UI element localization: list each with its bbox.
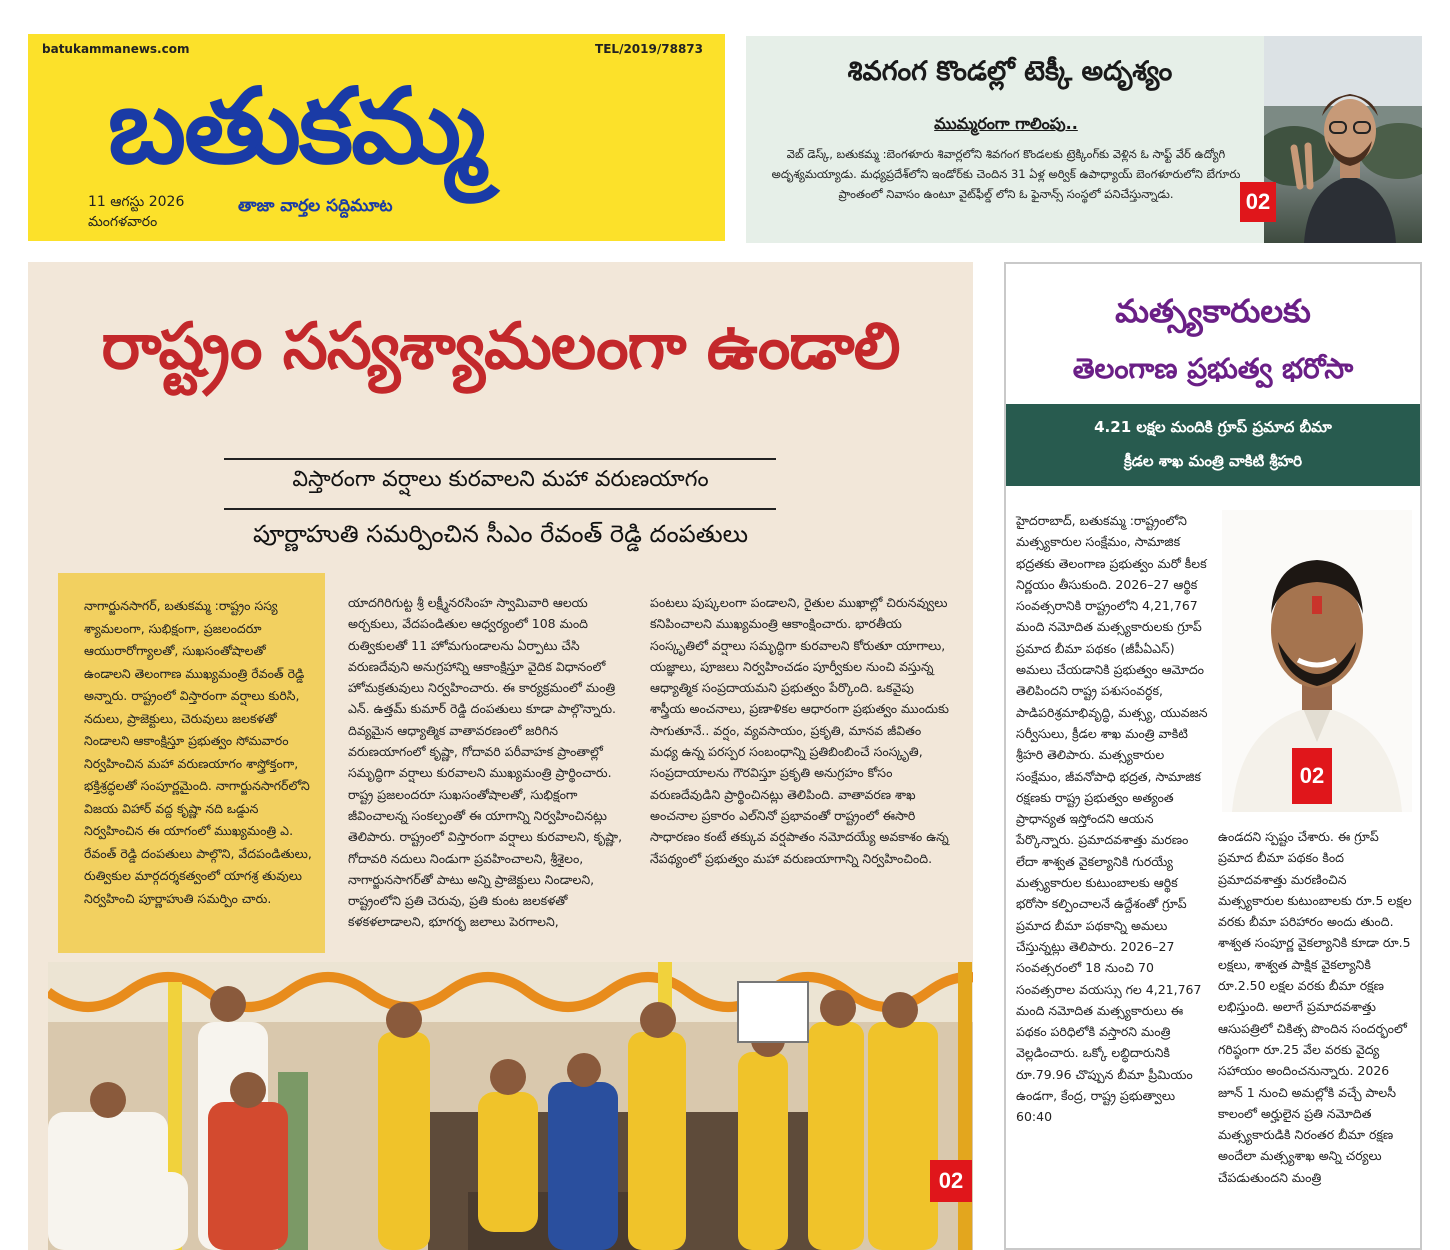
newspaper-tagline: తాజా వార్తల సద్దిమూట [238, 196, 393, 216]
registration-number: TEL/2019/78873 [595, 42, 703, 56]
teaser-body: వెబ్ డెస్క్, బతుకమ్మ :బెంగళూరు శివార్లలోని శివగంగ కొండలకు ట్రెక్కింగ్‌కు వెళ్లిన ఓ సాఫ్ట్ వేర్ ఉద్యోగి అదృశ్యమయ్యాడు. మధ్యప్రదేశ్‌లోని ఇండోర్‌కు చెందిన 31 ఏళ్ల అర్విక్ ఉపాధ్యాయ్ బెంగళూరులోని బేగూరు ప్రాంతంలో నివాసం ఉంటూ వైట్‌ఫీల్డ్ లోని ఓ ఫైనాన్స్ సంస్థలో పనిచేస్తున్నాడు. [771, 147, 1241, 201]
teaser-headline[interactable]: శివగంగ కొండల్లో టెక్కీ అదృశ్యం [847, 56, 1173, 87]
side-headline-2[interactable]: తెలంగాణ ప్రభుత్వ భరోసా [1072, 352, 1354, 385]
teaser-subheadline: ముమ్మరంగా గాలింపు.. [934, 114, 1078, 133]
masthead [28, 34, 725, 241]
main-subheadline-2: పూర్ణాహుతి సమర్పించిన సీఎం రేవంత్ రెడ్డి దంపతులు [252, 520, 748, 548]
newspaper-logo: బతుకమ్మ [108, 65, 484, 187]
side-headline-1[interactable]: మత్స్యకారులకు [1115, 292, 1311, 330]
teaser-photo [1264, 36, 1422, 243]
side-subheadline-2: క్రీడల శాఖ మంత్రి వాకిటి శ్రీహరి [1123, 452, 1303, 470]
intro-box [58, 573, 325, 953]
subhead-rule-top [224, 458, 776, 460]
article-column-3: పంటలు పుష్కలంగా పండాలని, రైతుల ముఖాల్లో చిరునవ్వులు కనిపించాలని ముఖ్యమంత్రి ఆకాంక్షించారు. భారతీయ సంస్కృతిలో వర్షాలు సమృద్ధిగా కురవాలని కోరుతూ యాగాలు, యజ్ఞాలు, పూజలు నిర్వహించడం పూర్వీకుల నుంచి వస్తున్న ఆధ్యాత్మిక సంప్రదాయమని ప్రభుత్వం పేర్కొంది. ఒకవైపు శాస్త్రీయ అంచనాలు, ప్రణాళికల ఆధారంగా ప్రభుత్వం ముందుకు సాగుతూనే.. వర్షం, వ్యవసాయం, ప్రకృతి, మానవ జీవితం మధ్య ఉన్న పరస్పర సంబంధాన్ని ప్రతిబింబించే సంస్కృతి, సంప్రదాయాలను గౌరవిస్తూ ప్రకృతి అనుగ్రహం కోసం వరుణదేవుడిని ప్రార్థించినట్లు తెలిపింది. వాతావరణ శాఖ అంచనాల ప్రకారం ఎల్‌నినో ప్రభావంతో రాష్ట్రంలో ఈసారి సాధారణం కంటే తక్కువ వర్షపాతం నమోదయ్యే అవకాశం ఉన్న నేపథ్యంలో ప్రభుత్వం మహా వరుణయాగాన్ని నిర్వహించింది. [650, 595, 949, 866]
side-subheadline-1: 4.21 లక్షల మందికి గ్రూప్ ప్రమాద బీమా [1094, 418, 1332, 436]
issue-weekday: మంగళవారం [88, 214, 158, 230]
side-page-number[interactable]: 02 [1292, 748, 1332, 804]
side-article-column-1: హైదరాబాద్, బతుకమ్మ :రాష్ట్రంలోని మత్స్యకారుల సంక్షేమం, సామాజిక భద్రతకు తెలంగాణ ప్రభుత్వం మరో కీలక నిర్ణయం తీసుకుంది. 2026–27 ఆర్థిక సంవత్సరానికి రాష్ట్రంలోని 4,21,767 మంది నమోదిత మత్స్యకారులకు గ్రూప్ ప్రమాద బీమా పథకం (జీపీఏఎస్) అమలు చేయడానికి ప్రభుత్వం ఆమోదం తెలిపిందని రాష్ట్ర పశుసంవర్ధక, పాడిపరిశ్రమాభివృద్ధి, మత్స్య, యువజన సర్వీసులు, క్రీడల శాఖ మంత్రి వాకిటి శ్రీహరి తెలిపారు. మత్స్యకారుల సంక్షేమం, జీవనోపాధి భద్రత, సామాజిక రక్షణకు రాష్ట్ర ప్రభుత్వం అత్యంత ప్రాధాన్యత ఇస్తోందని ఆయన పేర్కొన్నారు. ప్రమాదవశాత్తు మరణం లేదా శాశ్వత వైకల్యానికి గురయ్యే మత్స్యకారుల కుటుంబాలకు ఆర్థిక భరోసా కల్పించాలనే ఉద్దేశంతో గ్రూప్ ప్రమాద బీమా పథకాన్ని అమలు చేస్తున్నట్లు తెలిపారు. 2026–27 సంవత్సరంలో 18 నుంచి 70 సంవత్సరాల వయస్సు గల 4,21,767 మంది నమోదిత మత్స్యకారులు ఈ పథకం పరిధిలోకి వస్తారని మంత్రి వెల్లడించారు. ఒక్కో లబ్ధిదారునికి రూ.79.96 చొప్పున బీమా ప్రీమియం ఉండగా, కేంద్ర, రాష్ట్ర ప్రభుత్వాలు 60:40 [1016, 513, 1208, 1125]
ceremony-photo-icon [48, 962, 973, 1250]
issue-date-text: 11 ఆగస్టు 2026 [88, 194, 185, 210]
main-story [28, 262, 973, 1250]
main-page-number[interactable]: 02 [930, 1160, 972, 1202]
site-url[interactable]: batukammanews.com [42, 42, 190, 56]
person-photo-icon [1264, 36, 1422, 243]
main-subheadline-1: విస్తారంగా వర్షాలు కురవాలని మహా వరుణయాగం [292, 467, 709, 492]
side-article-column-2: ఉండదని స్పష్టం చేశారు. ఈ గ్రూప్ ప్రమాద బీమా పథకం కింద ప్రమాదవశాత్తు మరణించిన మత్స్యకారుల కుటుంబాలకు రూ.5 లక్షల వరకు బీమా పరిహారం అందు తుంది. శాశ్వత సంపూర్ణ వైకల్యానికి కూడా రూ.5 లక్షలు, శాశ్వత పాక్షిక వైకల్యానికి రూ.2.50 లక్షల వరకు బీమా రక్షణ లభిస్తుంది. అలాగే ప్రమాదవశాత్తు ఆసుపత్రిలో చికిత్స పొందిన సందర్భంలో గరిష్ఠంగా రూ.25 వేల వరకు వైద్య సహాయం అందించనున్నారు. 2026 జూన్ 1 నుంచి అమల్లోకి వచ్చే పాలసీ కాలంలో అర్హులైన ప్రతి నమోదిత మత్స్యకారుడికి నిరంతర బీమా రక్షణ అందేలా మత్స్యశాఖ అన్ని చర్యలు చేపడుతుందని మంత్రి [1218, 829, 1412, 1185]
issue-date [88, 192, 184, 232]
yagam-ceremony-photo [48, 962, 973, 1250]
article-column-2: యాదగిరిగుట్ట శ్రీ లక్ష్మీనరసింహ స్వామివారి ఆలయ అర్చకులు, వేదపండితుల ఆధ్వర్యంలో 108 మంది రుత్వికులతో 11 హోమగుండాలను ఏర్పాటు చేసి వరుణదేవుని అనుగ్రహాన్ని ఆకాంక్షిస్తూ వైదిక విధానంలో హోమక్రతువులు నిర్వహించారు. ఈ కార్యక్రమంలో మంత్రి ఎన్. ఉత్తమ్ కుమార్ రెడ్డి దంపతులు కూడా పాల్గొన్నారు. దివ్యమైన ఆధ్యాత్మిక వాతావరణంలో జరిగిన వరుణయాగంలో కృష్ణా, గోదావరి పరీవాహక ప్రాంతాల్లో సమృద్ధిగా వర్షాలు కురవాలని ముఖ్యమంత్రి ప్రార్థించారు. రాష్ట్ర ప్రజలందరూ సుఖసంతోషాలతో, సుభిక్షంగా జీవించాలన్న సంకల్పంతో ఈ యాగాన్ని నిర్వహించినట్లు తెలిపారు. రాష్ట్రంలో విస్తారంగా వర్షాలు కురవాలని, కృష్ణా, గోదావరి నదులు నిండుగా ప్రవహించాలని, శ్రీశైలం, నాగార్జునసాగర్‌తో పాటు అన్ని ప్రాజెక్టులు నిండాలని, రాష్ట్రంలోని ప్రతి చెరువు, ప్రతి కుంట జలకళతో కళకళలాడాలని, భూగర్భ జలాలు పెరగాలని, [348, 595, 623, 930]
main-headline[interactable]: రాష్ట్రం సస్యశ్యామలంగా ఉండాలి [101, 310, 900, 384]
side-story [1004, 262, 1422, 1250]
teaser-story[interactable] [746, 36, 1422, 243]
teaser-page-number[interactable]: 02 [1240, 182, 1276, 222]
side-subheadline-band [1006, 404, 1420, 486]
intro-text: నాగార్జునసాగర్, బతుకమ్మ :రాష్ట్రం సస్య శ్యామలంగా, సుభిక్షంగా, ప్రజలందరూ ఆయురారోగ్యాలతో, సుఖసంతోషాలతో ఉండాలని తెలంగాణ ముఖ్యమంత్రి రేవంత్ రెడ్డి అన్నారు. రాష్ట్రంలో విస్తారంగా వర్షాలు కురిసి, నదులు, ప్రాజెక్టులు, చెరువులు జలకళతో నిండాలని ఆకాంక్షిస్తూ ప్రభుత్వం సోమవారం నిర్వహించిన మహా వరుణయాగం శాస్త్రోక్తంగా, భక్తిశ్రద్ధలతో సంపూర్ణమైంది. నాగార్జునసాగర్‌లోని విజయ విహార్ వద్ద కృష్ణా నది ఒడ్డున నిర్వహించిన ఈ యాగంలో ముఖ్యమంత్రి ఎ. రేవంత్ రెడ్డి దంపతులు పాల్గొని, వేదపండితులు, రుత్వికుల మార్గదర్శకత్వంలో యాగశ్ర తువులు నిర్వహించి పూర్ణాహుతి సమర్పిం చారు. [84, 598, 312, 906]
subhead-rule-middle [224, 508, 776, 510]
